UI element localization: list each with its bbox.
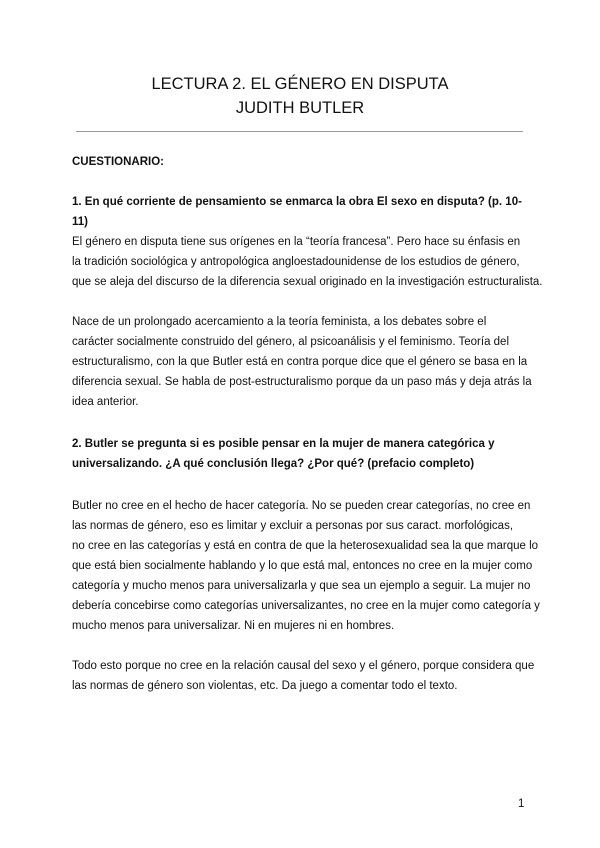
text-line: las normas de género son violentas, etc. Da juego a comentar todo el texto. [72,680,458,692]
text-line: la tradición sociológica y antropológica angloestadounidense de los estudios de género, [72,256,520,268]
text-line: Nace de un prolongado acercamiento a la teoría feminista, a los debates sobre el [72,316,487,328]
question-1: 1. En qué corriente de pensamiento se enmarca la obra El sexo en disputa? (p. 10-11) [72,196,522,228]
question-line: universalizando. ¿A qué conclusión llega? ¿Por qué? (prefacio completo) [72,458,475,470]
title-divider [76,131,523,132]
text-line: El género en disputa tiene sus orígenes en la “teoría francesa”. Pero hace su énfasis en [72,236,521,248]
text-line: no cree en las categorías y está en contra de que la heterosexualidad sea la que marque lo [72,540,539,552]
document-author: JUDITH BUTLER [235,99,365,117]
answer-2-paragraph-1 [72,496,540,636]
answer-1-paragraph-2 [72,312,532,412]
section-heading: CUESTIONARIO: [72,156,164,168]
text-line: categoría y mucho menos para universalizarla y que sea un ejemplo a seguir. La mujer no [72,580,531,592]
question-line: 2. Butler se pregunta si es posible pensar en la mujer de manera categórica y [72,438,495,450]
text-line: diferencia sexual. Se habla de post-estructuralismo porque da un paso más y deja atrás la [72,376,532,388]
page-number: 1 [518,798,525,810]
text-line: carácter socialmente construido del género, al psicoanálisis y el feminismo. Teoría del [72,336,510,348]
question-2 [72,434,532,474]
title-block [0,72,600,120]
answer-1-paragraph-1 [72,232,543,292]
text-line: estructuralismo, con la que Butler está en contra porque dice que el género se basa en la [72,356,528,368]
document-title: LECTURA 2. EL GÉNERO EN DISPUTA [151,75,449,93]
answer-2-paragraph-2 [72,656,535,696]
document-body [72,152,543,696]
text-line: las normas de género, eso es limitar y excluir a personas por sus caract. morfológicas, [72,520,514,532]
text-line: Todo esto porque no cree en la relación causal del sexo y el género, porque considera que [72,660,535,672]
text-line: que está bien socialmente hablando y lo que está mal, entonces no cree en la mujer como [72,560,533,572]
text-line: idea anterior. [72,396,139,408]
text-line: debería concebirse como categorías universalizantes, no cree en la mujer como categoría y [72,600,540,612]
text-line: mucho menos para universalizar. Ni en mujeres ni en hombres. [72,620,395,632]
text-line: que se aleja del discurso de la diferencia sexual originado en la investigación estructuralista. [72,276,543,288]
text-line: Butler no cree en el hecho de hacer categoría. No se pueden crear categorías, no cree en [72,500,531,512]
